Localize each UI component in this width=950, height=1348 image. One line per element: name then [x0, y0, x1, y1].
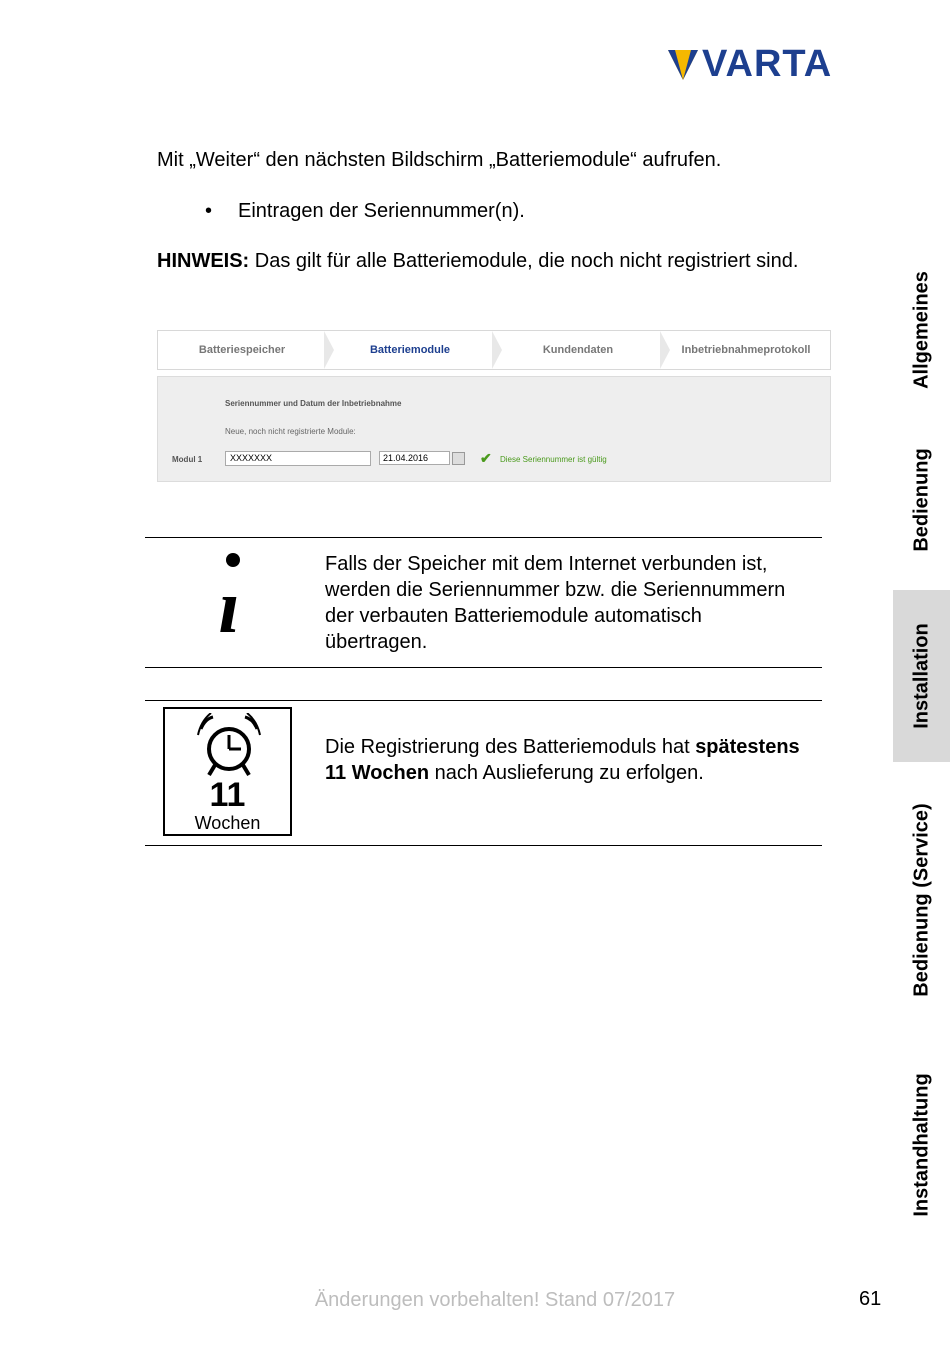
calendar-icon[interactable]	[452, 452, 465, 465]
hinweis-paragraph	[157, 248, 847, 274]
registration-note-text	[325, 734, 805, 786]
bullet-item	[205, 199, 525, 223]
reg-text-bold: spätestens 11 Wochen	[325, 736, 800, 784]
varta-logo	[668, 43, 878, 86]
info-note-text: Falls der Speicher mit dem Internet verbunden ist, werden die Seriennummer bzw. die Seriennummern der verbauten Batteriemodule automatisch übertragen.	[325, 553, 786, 653]
side-tab-instandhaltung[interactable]	[893, 1055, 950, 1235]
alarm-number: 11	[209, 776, 246, 814]
reg-text-after: nach Auslieferung zu erfolgen.	[429, 762, 704, 784]
side-tab-installation[interactable]	[893, 590, 950, 762]
side-tab-label: Installation	[910, 623, 932, 729]
info-icon	[212, 552, 246, 634]
embedded-screenshot	[157, 330, 830, 480]
svg-text:ı: ı	[218, 565, 240, 634]
step-label: Batteriespeicher	[198, 344, 286, 356]
intro-paragraph	[157, 148, 721, 172]
step-label: Kundendaten	[542, 344, 614, 356]
wizard-step-batteriespeicher[interactable]	[158, 331, 326, 369]
section-title: Seriennummer und Datum der Inbetriebnahme	[225, 399, 402, 408]
wizard-step-batteriemodule[interactable]	[326, 331, 494, 369]
side-tab-label: Bedienung	[910, 448, 932, 552]
logo-wordmark: VARTA	[702, 43, 833, 85]
bullet-text: Eintragen der Seriennummer(n).	[238, 200, 525, 222]
hinweis-text: Das gilt für alle Batteriemodule, die noch nicht registriert sind.	[249, 250, 799, 272]
step-label: Inbetriebnahmeprotokoll	[681, 344, 811, 356]
checkmark-icon: ✔	[480, 450, 492, 466]
module-label: Modul 1	[172, 455, 203, 464]
side-tab-label: Allgemeines	[910, 271, 932, 389]
step-label: Batteriemodule	[369, 344, 451, 356]
alarm-clock-icon	[163, 707, 292, 836]
alarm-clock-graphic	[197, 713, 261, 779]
commissioning-date-input[interactable]: 21.04.2016	[379, 451, 450, 465]
section-subtitle: Neue, noch nicht registrierte Module:	[225, 427, 356, 436]
hinweis-label: HINWEIS:	[157, 250, 250, 272]
serial-number-input[interactable]: XXXXXXX	[225, 451, 371, 466]
divider	[145, 537, 822, 538]
wizard-steps	[157, 330, 831, 370]
side-tab-bedienung-service[interactable]	[893, 780, 950, 1020]
side-tab-bedienung[interactable]	[893, 430, 950, 570]
intro-screen: Batteriemodule	[495, 149, 631, 171]
side-tab-allgemeines[interactable]	[893, 255, 950, 405]
divider	[145, 667, 822, 668]
alarm-label: Wochen	[194, 813, 261, 833]
footer-text: Änderungen vorbehalten! Stand 07/2017	[314, 1289, 676, 1311]
intro-prefix: Mit „	[157, 149, 196, 171]
divider	[145, 700, 822, 701]
reg-text-before: Die Registrierung des Batteriemoduls hat	[325, 736, 696, 758]
bullet-dot: •	[205, 200, 213, 222]
wizard-step-kundendaten[interactable]	[494, 331, 662, 369]
intro-suffix: “ aufrufen.	[630, 149, 722, 171]
page-number: 61	[859, 1288, 882, 1310]
side-tab-label: Bedienung (Service)	[910, 803, 932, 997]
validation-message: Diese Seriennummer ist gültig	[500, 455, 607, 464]
varta-logo-mark-icon	[668, 50, 698, 80]
intro-weiter: Weiter	[195, 149, 254, 171]
divider	[145, 845, 822, 846]
intro-middle: “ den nächsten Bildschirm „	[253, 149, 496, 171]
side-tab-label: Instandhaltung	[910, 1073, 932, 1217]
wizard-step-inbetriebnahmeprotokoll[interactable]	[662, 331, 830, 369]
serial-panel	[157, 376, 831, 482]
